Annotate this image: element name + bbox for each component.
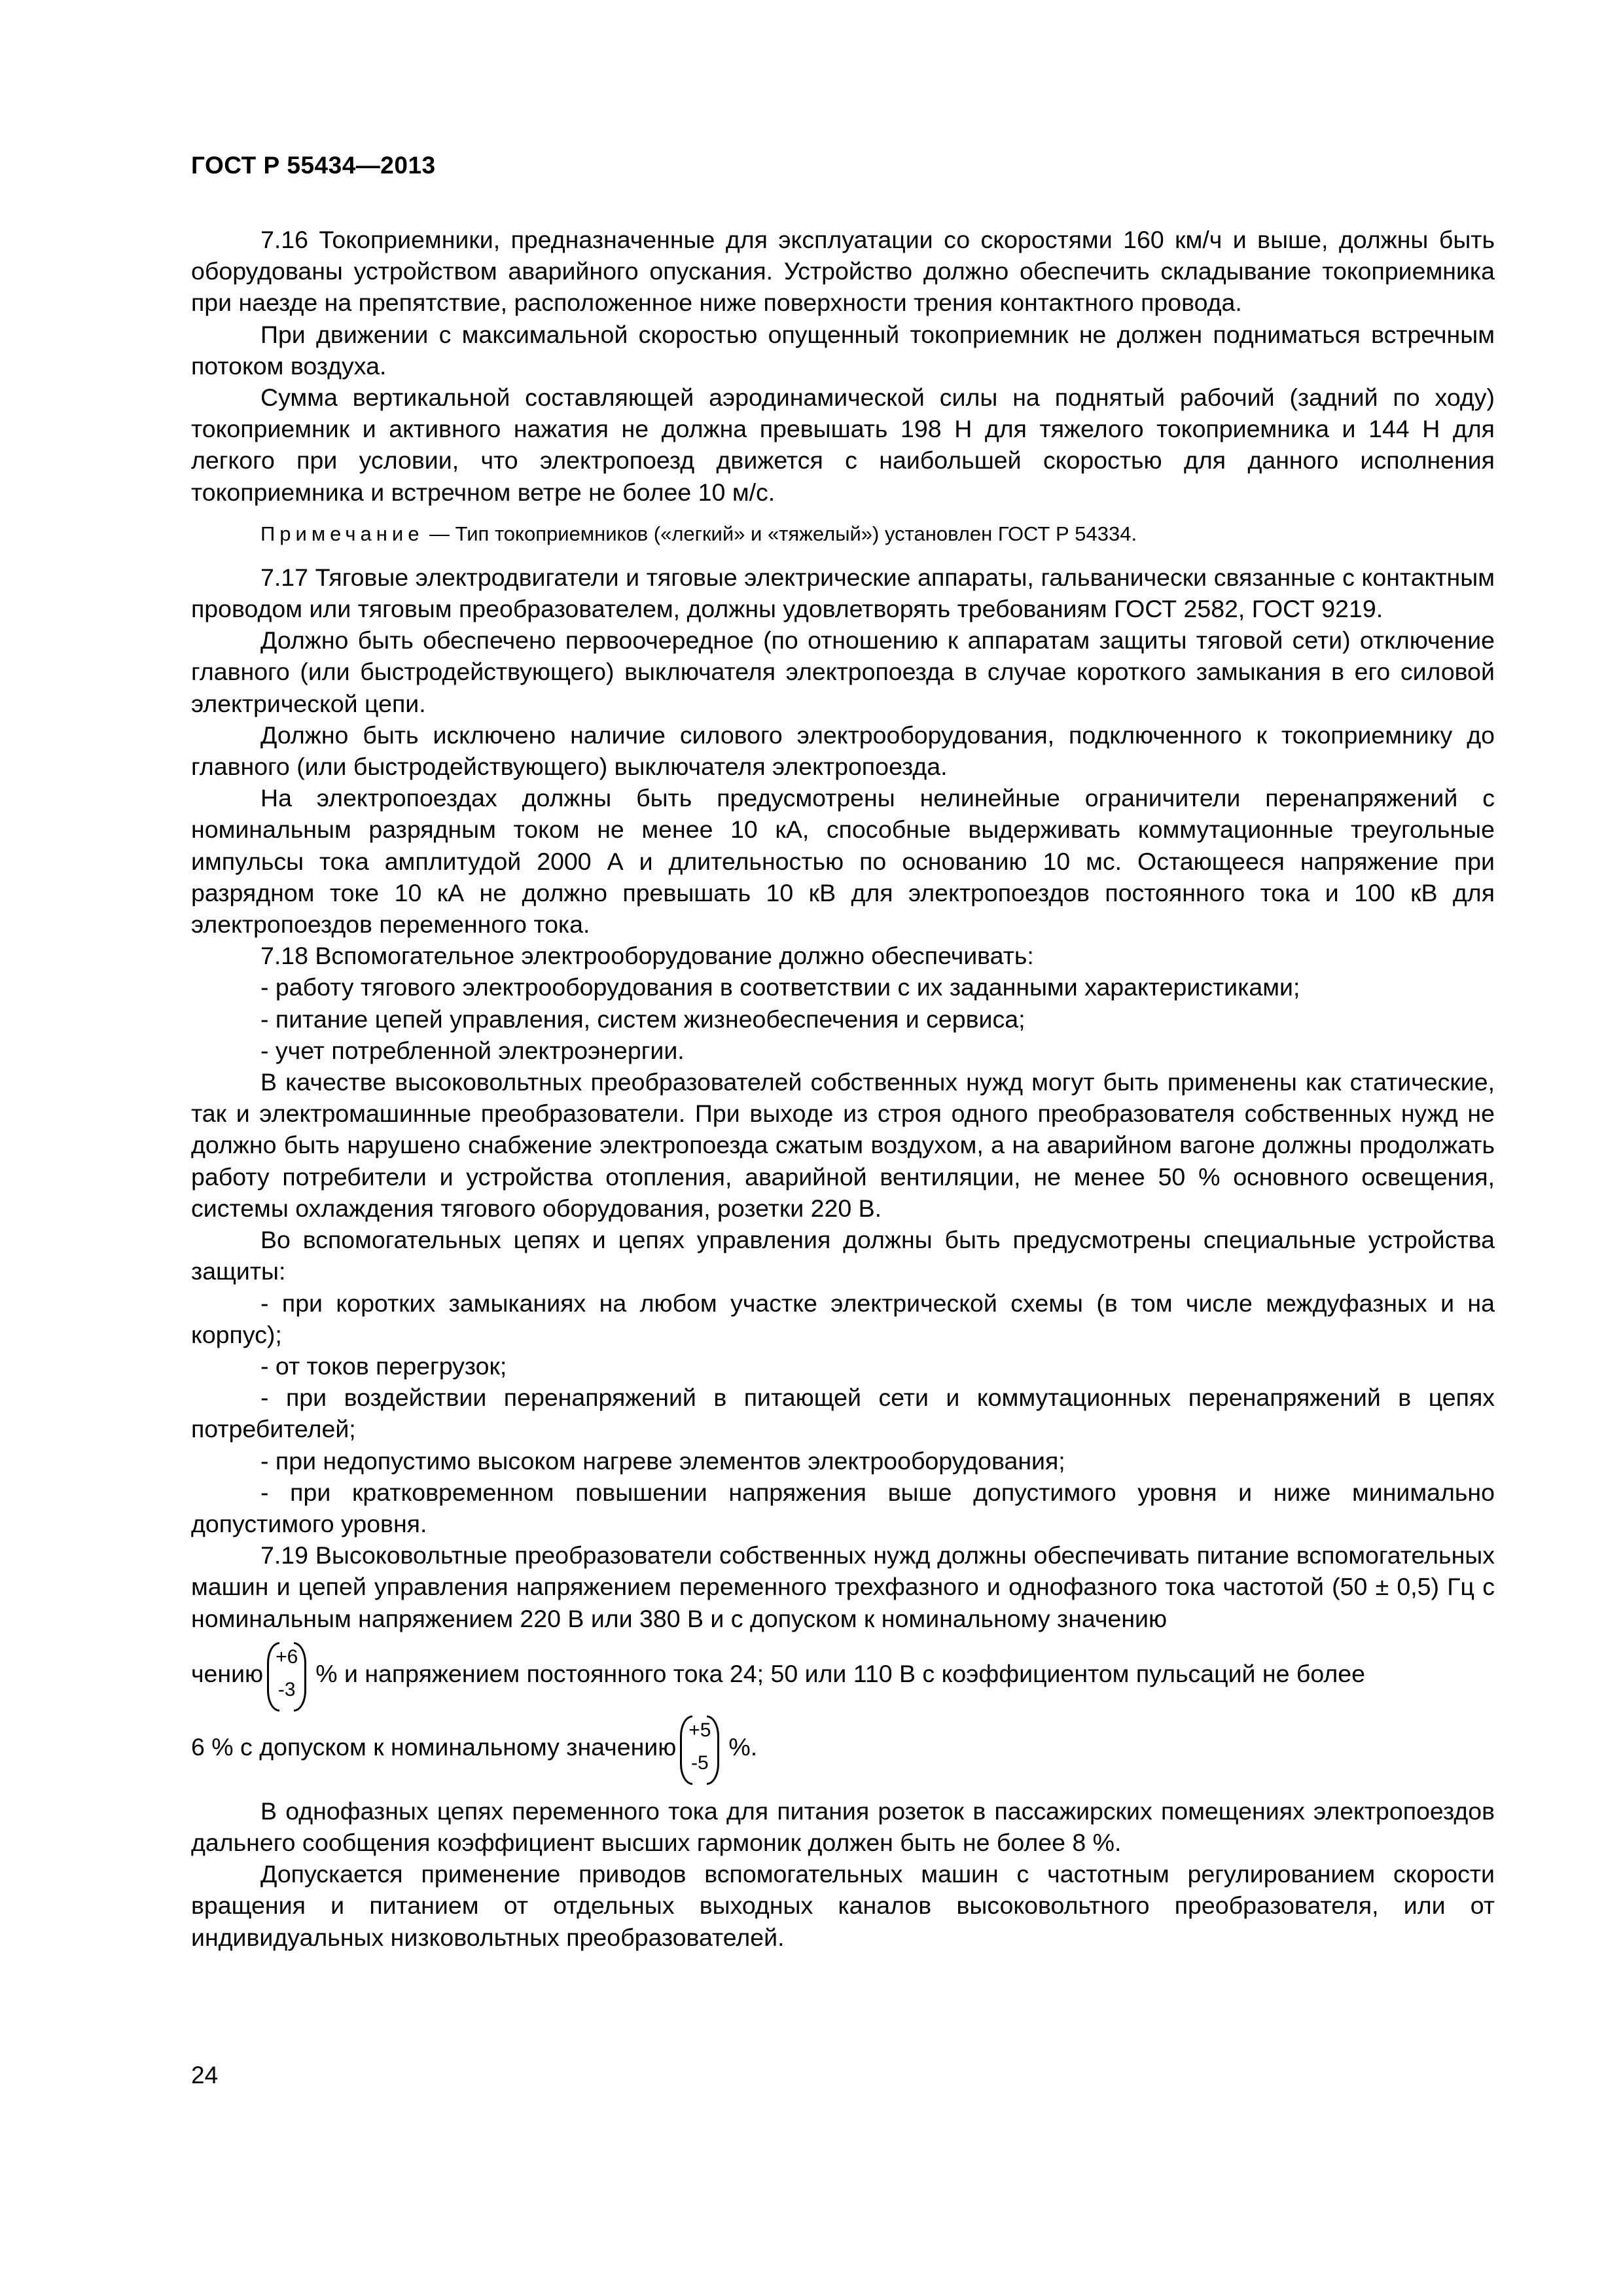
tolerance-bracket — [680, 1713, 719, 1785]
list-item: - при коротких замыканиях на любом участке электрической схемы (в том числе междуфазных и на корпус); — [191, 1289, 1495, 1348]
paragraph: Должно быть исключено наличие силового электрооборудования, подключенного к токоприемнику до главного (или быстродействующего) выключателя электропоезда. — [191, 721, 1495, 781]
tolerance-line-1: чению +6 -3 % и напряжением постоянного тока 24; 50 или 110 В с коэффициентом пульсаций не более — [191, 1640, 1495, 1712]
list-item: - учет потребленной электроэнергии. — [260, 1036, 685, 1064]
list-item: - работу тягового электрооборудования в соответствии с их заданными характеристиками; — [260, 973, 1300, 1001]
paragraph: Сумма вертикальной составляющей аэродинамической силы на поднятый рабочий (задний по ходу) токоприемник и активного нажатия не должна превышать 198 Н для тяжелого токоприемника и 144 Н для легкого при условии, что электропоезд движется с наибольшей скоростью для данного исполнения токоприемника и встречном ветре не более 10 м/с. — [191, 384, 1495, 506]
paragraph: Во вспомогательных цепях и цепях управления должны быть предусмотрены специальные устройства защиты: — [191, 1226, 1495, 1285]
list-item: - при воздействии перенапряжений в питающей сети и коммутационных перенапряжений в цепях потребителей; — [191, 1384, 1495, 1443]
paragraph: Должно быть обеспечено первоочередное (по отношению к аппаратам защиты тяговой сети) отключение главного (или быстродействующего) выключателя электропоезда в случае короткого замыкания в его силовой электрической цепи. — [191, 626, 1495, 717]
paragraph: При движении с максимальной скоростью опущенный токоприемник не должен подниматься встречным потоком воздуха. — [191, 320, 1495, 380]
paragraph-7-19: 7.19 Высоковольтные преобразователи собственных нужд должны обеспечивать питание вспомогательных машин и цепей управления напряжением переменного трехфазного и однофазного тока частотой (50 ± 0,5) Гц с номинальным напряжением 220 В или 380 В и с допуском к номинальному значению — [191, 1541, 1495, 1632]
formula-text: %. — [728, 1732, 758, 1761]
document-body — [191, 224, 1495, 1953]
tolerance-line-2 — [191, 1713, 1495, 1785]
paragraph-7-17: 7.17 Тяговые электродвигатели и тяговые электрические аппараты, гальванически связанные с контактным проводом или тяговым преобразователем, должны удовлетворять требованиям ГОСТ 2582, ГОСТ 9219. — [191, 563, 1495, 623]
tolerance-lower: -3 — [277, 1678, 296, 1700]
list-item: - при кратковременном повышении напряжения выше допустимого уровня и ниже минимально допустимого уровня. — [191, 1478, 1495, 1537]
paragraph: На электропоездах должны быть предусмотрены нелинейные ограничители перенапряжений с номинальным разрядным током не менее 10 кА, способные выдерживать коммутационные треугольные импульсы тока амплитудой 2000 А и длительностью по основанию 10 мс. Остающееся напряжение при разрядном токе 10 кА не должно превышать 10 кВ для электропоездов постоянного тока и 100 кВ для электропоездов переменного тока. — [191, 784, 1495, 939]
document-header: ГОСТ Р 55434—2013 — [191, 152, 436, 179]
formula-text: % и напряжением постоянного тока 24; 50 или 110 В с коэффициентом пульсаций не более — [315, 1659, 1366, 1687]
note — [191, 521, 1495, 547]
tolerance-lower: -5 — [691, 1751, 709, 1774]
formula-text: 6 % с допуском к номинальному значению — [191, 1732, 677, 1761]
list-item: - питание цепей управления, систем жизнеобеспечения и сервиса; — [260, 1005, 1026, 1033]
tolerance-upper: +5 — [688, 1719, 711, 1741]
list-item: - от токов перегрузок; — [260, 1352, 507, 1380]
note-text: — Тип токоприемников («легкий» и «тяжелый») установлен ГОСТ Р 54334. — [423, 522, 1137, 545]
paragraph: В однофазных цепях переменного тока для питания розеток в пассажирских помещениях электропоездов дальнего сообщения коэффициент высших гармоник должен быть не более 8 %. — [191, 1797, 1495, 1856]
tolerance-upper: +6 — [276, 1645, 298, 1668]
paragraph-7-16: 7.16 Токоприемники, предназначенные для эксплуатации со скоростями 160 км/ч и выше, должны быть оборудованы устройством аварийного опускания. Устройство должно обеспечить складывание токоприемника при наезде на препятствие, расположенное ниже поверхности трения контактного провода. — [191, 226, 1495, 317]
paragraph-7-18: 7.18 Вспомогательное электрооборудование должно обеспечивать: — [260, 942, 1034, 970]
page-number: 24 — [191, 2062, 219, 2089]
paragraph: В качестве высоковольтных преобразователей собственных нужд могут быть применены как статические, так и электромашинные преобразователи. При выходе из строя одного преобразователя собственных нужд не должно быть нарушено снабжение электропоезда сжатым воздухом, а на аварийном вагоне должны продолжать работу потребители и устройства отопления, аварийной вентиляции, не менее 50 % основного освещения, системы охлаждения тягового оборудования, розетки 220 В. — [191, 1068, 1495, 1222]
list-item: - при недопустимо высоком нагреве элементов электрооборудования; — [260, 1446, 1065, 1475]
note-label: Примечание — [260, 522, 424, 545]
tolerance-bracket — [267, 1640, 306, 1712]
paragraph: Допускается применение приводов вспомогательных машин с частотным регулированием скорости вращения и питанием от отдельных выходных каналов высоковольтного преобразователя, или от индивидуальных низковольтных преобразователей. — [191, 1860, 1495, 1951]
